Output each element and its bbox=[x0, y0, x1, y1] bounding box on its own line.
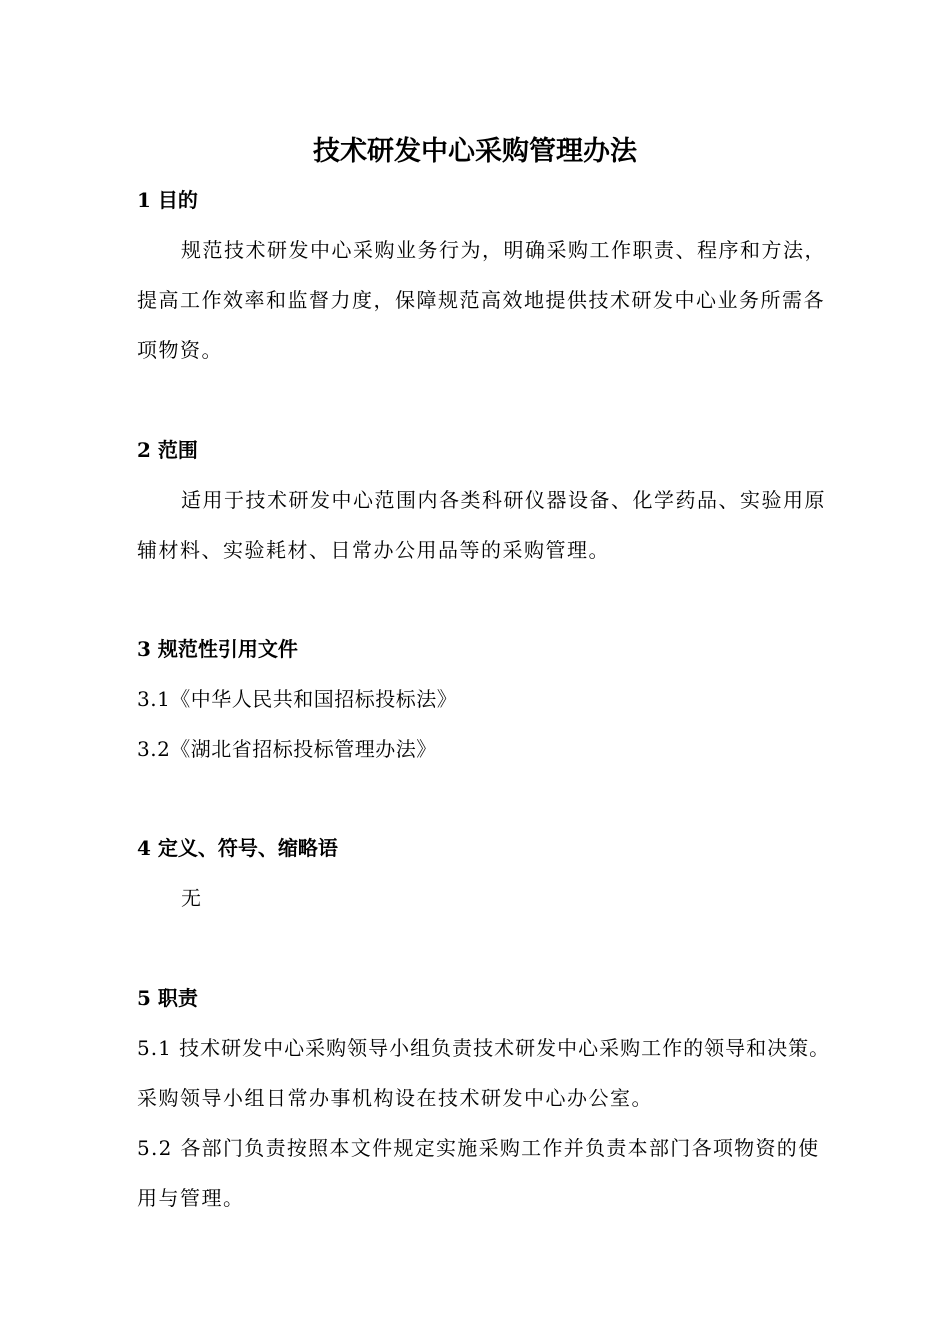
paragraph-line: 用与管理。 bbox=[137, 1186, 245, 1210]
paragraph-line: 提高工作效率和监督力度，保障规范高效地提供技术研发中心业务所需各 bbox=[137, 288, 825, 312]
paragraph-line: 5.1 技术研发中心采购领导小组负责技术研发中心采购工作的领导和决策。 bbox=[137, 1036, 831, 1060]
paragraph-line: 采购领导小组日常办事机构设在技术研发中心办公室。 bbox=[137, 1086, 653, 1110]
paragraph-line: 项物资。 bbox=[137, 338, 223, 362]
reference-item: 3.1《中华人民共和国招标投标法》 bbox=[137, 687, 458, 711]
section-heading-references: 3 规范性引用文件 bbox=[137, 637, 298, 661]
paragraph-line: 辅材料、实验耗材、日常办公用品等的采购管理。 bbox=[137, 538, 610, 562]
section-heading-purpose: 1 目的 bbox=[137, 188, 198, 212]
document-title: 技术研发中心采购管理办法 bbox=[313, 136, 637, 167]
reference-item: 3.2《湖北省招标投标管理办法》 bbox=[137, 737, 437, 761]
paragraph-line: 5.2 各部门负责按照本文件规定实施采购工作并负责本部门各项物资的使 bbox=[137, 1136, 820, 1160]
paragraph-line: 无 bbox=[181, 886, 203, 910]
section-heading-scope: 2 范围 bbox=[137, 438, 198, 462]
section-heading-responsibilities: 5 职责 bbox=[137, 986, 198, 1010]
section-heading-definitions: 4 定义、符号、缩略语 bbox=[137, 836, 338, 860]
paragraph-line: 规范技术研发中心采购业务行为，明确采购工作职责、程序和方法， bbox=[181, 238, 826, 262]
paragraph-line: 适用于技术研发中心范围内各类科研仪器设备、化学药品、实验用原 bbox=[181, 488, 826, 512]
